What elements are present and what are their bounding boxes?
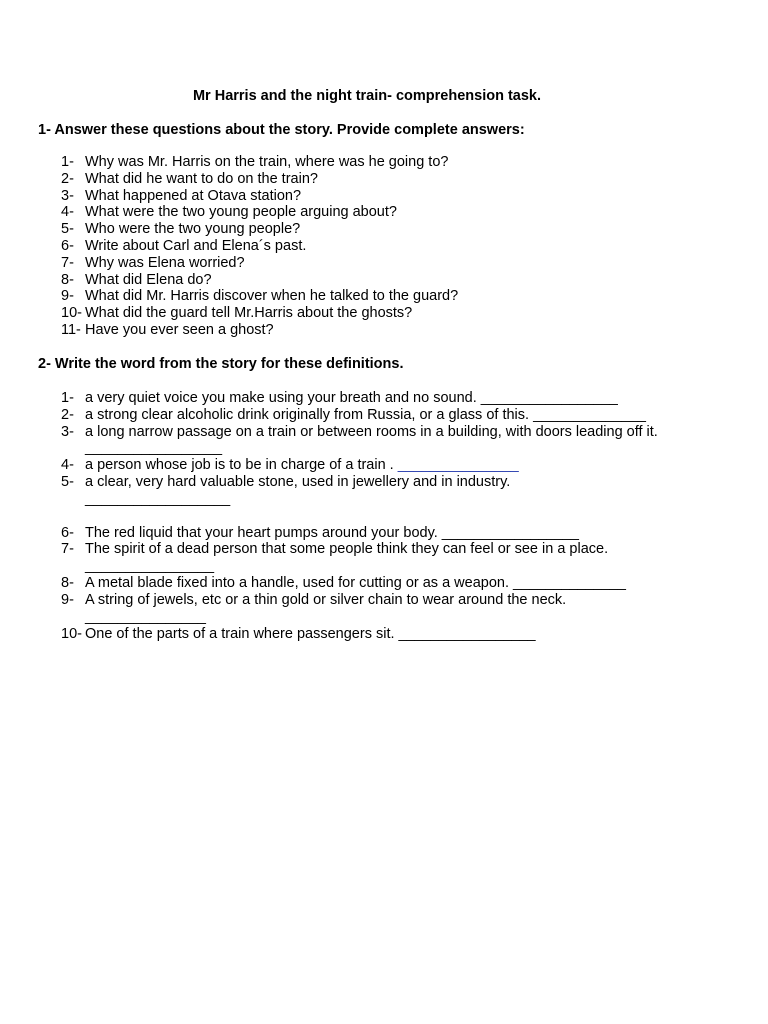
question-text: What did he want to do on the train? (85, 170, 318, 187)
item-number: 6- (61, 237, 74, 254)
list-item (0, 390, 690, 407)
item-number: 11- (61, 321, 81, 338)
item-number: 7- (61, 541, 74, 558)
item-number: 9- (61, 288, 74, 305)
item-number: 4- (61, 457, 74, 474)
definition-list (0, 390, 690, 643)
item-number: 9- (61, 591, 74, 608)
definition-text: A metal blade fixed into a handle, used for cutting or as a weapon. ______________ (85, 574, 626, 591)
item-number: 1- (61, 390, 74, 406)
list-item (0, 171, 690, 188)
list-item (0, 407, 690, 424)
list-item (0, 221, 690, 238)
list-item (0, 525, 690, 542)
definition-text: The red liquid that your heart pumps around your body. _________________ (85, 524, 579, 541)
section-2-heading: 2- Write the word from the story for these definitions. (38, 356, 404, 372)
item-number: 3- (61, 423, 74, 440)
item-number: 5- (61, 221, 74, 238)
item-number: 7- (61, 254, 74, 271)
list-item (0, 626, 690, 643)
list-item (0, 305, 690, 322)
item-number: 8- (61, 271, 74, 288)
definition-text: a strong clear alcoholic drink originally from Russia, or a glass of this. ______________ (85, 406, 646, 423)
list-item (0, 322, 690, 339)
question-text: What were the two young people arguing about? (85, 204, 397, 221)
item-number: 5- (61, 473, 74, 490)
definition-text: A string of jewels, etc or a thin gold or silver chain to wear around the neck. _______________ (85, 591, 567, 625)
question-text: Have you ever seen a ghost? (85, 321, 274, 338)
question-text: What did Elena do? (85, 271, 212, 288)
list-item (0, 457, 690, 474)
list-item (0, 575, 690, 592)
definition-text: a very quiet voice you make using your breath and no sound. _________________ (85, 390, 618, 406)
item-number: 6- (61, 524, 74, 541)
item-number: 4- (61, 204, 74, 221)
list-item (0, 154, 690, 171)
question-text: What did Mr. Harris discover when he talked to the guard? (85, 288, 459, 305)
list-item (0, 272, 690, 289)
list-item (0, 188, 690, 205)
item-number: 1- (61, 154, 74, 170)
list-item (0, 255, 690, 272)
document-title: Mr Harris and the night train- comprehension task. (192, 88, 542, 104)
list-item (0, 474, 690, 508)
item-number: 10- (61, 626, 82, 643)
definition-text-part: a person whose job is to be in charge of a train . (85, 457, 394, 474)
question-text: What happened at Otava station? (85, 187, 302, 204)
item-number: 10- (61, 305, 82, 322)
answer-blank: _______________ (397, 457, 519, 474)
definition-text: One of the parts of a train where passengers sit. _________________ (85, 626, 536, 643)
item-number: 3- (61, 187, 74, 204)
question-text: Why was Elena worried? (85, 254, 245, 271)
definition-text: a long narrow passage on a train or between rooms in a building, with doors leading off it. _________________ (85, 423, 662, 457)
item-number: 8- (61, 574, 74, 591)
list-item (0, 592, 690, 626)
question-text: Write about Carl and Elena´s past. (85, 237, 307, 254)
section-1-heading: 1- Answer these questions about the story. Provide complete answers: (38, 122, 525, 138)
question-list (0, 154, 690, 339)
question-text: Why was Mr. Harris on the train, where was he going to? (85, 154, 449, 170)
definition-text (85, 457, 690, 474)
list-item (0, 288, 690, 305)
definition-text: The spirit of a dead person that some people think they can feel or see in a place. ________________ (85, 541, 609, 575)
list-item (0, 204, 690, 221)
item-number: 2- (61, 406, 74, 423)
definition-text: a clear, very hard valuable stone, used in jewellery and in industry. __________________ (85, 473, 511, 507)
question-text: Who were the two young people? (85, 221, 301, 238)
question-text: What did the guard tell Mr.Harris about the ghosts? (85, 305, 413, 322)
list-item (0, 424, 690, 458)
list-item (0, 541, 690, 575)
item-number: 2- (61, 170, 74, 187)
list-item (0, 238, 690, 255)
